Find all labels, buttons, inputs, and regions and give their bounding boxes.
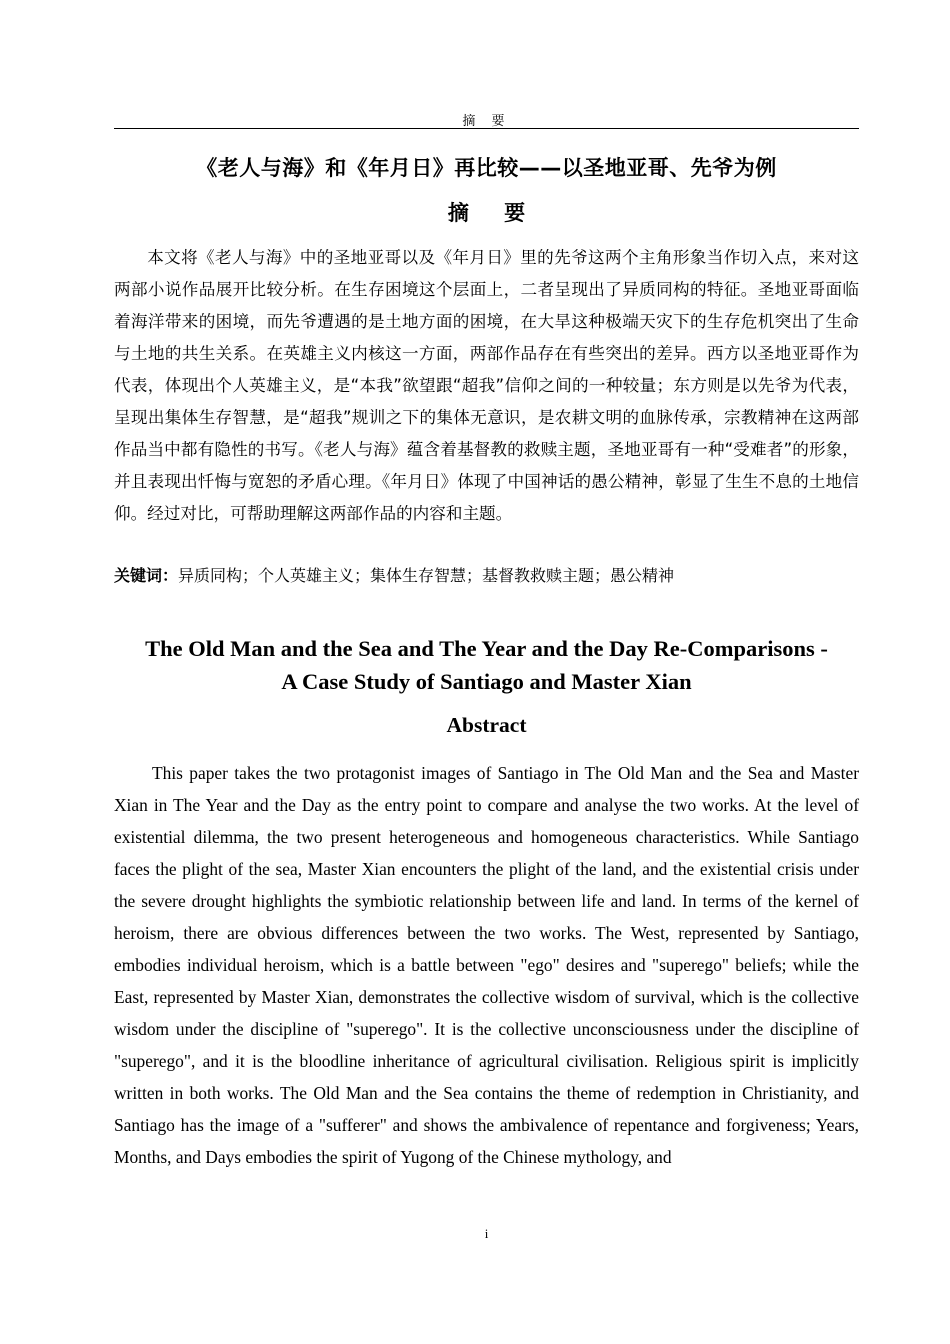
keywords-label: 关键词： — [114, 566, 179, 585]
page-number: i — [484, 1226, 489, 1241]
chinese-abstract-body: 本文将《老人与海》中的圣地亚哥以及《年月日》里的先爷这两个主角形象当作切入点，来对这两部小说作品展开比较分析。在生存困境这个层面上，二者呈现出了异质同构的特征。圣地亚哥面临着海洋带来的困境，而先爷遭遇的是土地方面的困境，在大旱这种极端天灾下的生存危机突出了生命与土地的共生关系。在英雄主义内核这一方面，两部作品存在有些突出的差异。西方以圣地亚哥作为代表，体现出个人英雄主义，是“本我”欲望跟“超我”信仰之间的一种较量；东方则是以先爷为代表，呈现出集体生存智慧，是“超我”规训之下的集体无意识，是农耕文明的血脉传承，宗教精神在这两部作品当中都有隐性的书写。《老人与海》蕴含着基督教的救赎主题，圣地亚哥有一种“受难者”的形象，并且表现出忏悔与宽恕的矛盾心理。《年月日》体现了中国神话的愚公精神，彰显了生生不息的土地信仰。经过对比，可帮助理解这两部作品的内容和主题。 — [114, 248, 859, 523]
chinese-keywords — [114, 561, 859, 591]
running-header: 摘 要 — [462, 114, 511, 129]
document-page — [114, 0, 859, 1344]
header-rule — [114, 128, 859, 129]
keywords-list: 异质同构；个人英雄主义；集体生存智慧；基督教救赎主题；愚公精神 — [178, 566, 675, 585]
chinese-title: 《老人与海》和《年月日》再比较——以圣地亚哥、先爷为例 — [196, 156, 777, 180]
english-abstract-body: This paper takes the two protagonist images of Santiago in The Old Man and the Sea and Master Xian in The Year and the Day as the entry point to compare and analyse the two works. At the level of existential dilemma, the two present heterogeneous and homogeneous characteristics. While Santiago faces the plight of the sea, Master Xian encounters the plight of the land, and the existential crisis under the severe drought highlights the symbiotic relationship between life and land. In terms of the kernel of heroism, there are obvious differences between the two works. The West, represented by Santiago, embodies individual heroism, which is a battle between "ego" desires and "superego" beliefs; while the East, represented by Master Xian, demonstrates the collective wisdom of survival, which is the collective wisdom under the discipline of "superego". It is the collective unconsciousness under the discipline of "superego", and it is the bloodline inheritance of agricultural civilisation. Religious spirit is implicitly written in both works. The Old Man and the Sea contains the theme of redemption in Christianity, and Santiago has the image of a "sufferer" and shows the ambivalence of repentance and forgiveness; Years, Months, and Days embodies the spirit of Yugong of the Chinese mythology, and — [114, 763, 859, 1167]
english-title — [114, 632, 859, 698]
english-title-line-1: The Old Man and the Sea and The Year and the Day Re-Comparisons - — [145, 636, 828, 661]
chinese-abstract-heading: 摘 要 — [447, 201, 540, 225]
english-abstract-heading: Abstract — [446, 713, 527, 737]
english-title-line-2: A Case Study of Santiago and Master Xian — [281, 669, 692, 694]
